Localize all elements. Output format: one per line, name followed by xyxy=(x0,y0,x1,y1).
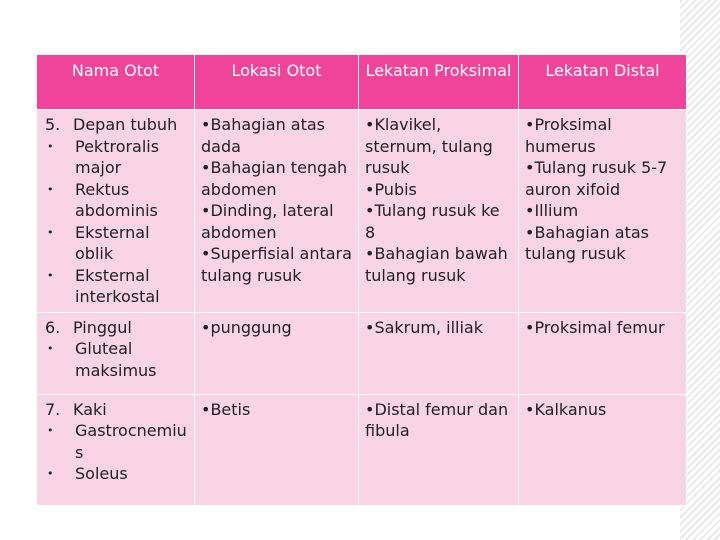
bullet-icon: • xyxy=(47,268,54,282)
cell-proximal: •Klavikel, sternum, tulang rusuk •Pubis •Tulang rusuk ke 8 •Bahagian bawah tulang rusuk xyxy=(359,110,519,313)
list-item: • Gastrocnemius xyxy=(43,420,188,463)
row-number: 6. xyxy=(45,317,61,337)
group-title: Kaki xyxy=(73,399,107,419)
bullet-icon: • xyxy=(47,182,54,196)
row-number: 5. xyxy=(45,115,61,134)
cell-muscle-name xyxy=(37,312,195,394)
group-heading xyxy=(43,114,188,136)
group-heading xyxy=(43,317,188,339)
table-row xyxy=(37,394,687,505)
list-item: • Eksternal interkostal xyxy=(43,265,188,308)
header-lokasi-otot: Lokasi Otot xyxy=(195,55,359,110)
cell-distal: •Proksimal humerus •Tulang rusuk 5-7 auron xifoid •Illium •Bahagian atas tulang rusuk xyxy=(519,110,687,313)
header-lekatan-distal: Lekatan Distal xyxy=(519,55,687,110)
table-row xyxy=(37,110,687,313)
cell-location: •Bahagian atas dada •Bahagian tengah abdomen •Dinding, lateral abdomen •Superfisial antara tulang rusuk xyxy=(195,110,359,313)
list-item: • Rektus abdominis xyxy=(43,179,188,222)
group-title: Depan tubuh xyxy=(73,115,178,134)
cell-muscle-name xyxy=(37,110,195,313)
bullet-icon: • xyxy=(47,342,54,355)
bullet-icon: • xyxy=(47,139,54,153)
bullet-icon: • xyxy=(47,424,54,437)
bullet-icon: • xyxy=(47,467,54,480)
cell-location: •punggung xyxy=(195,312,359,394)
row-number: 7. xyxy=(45,399,61,419)
group-title: Pinggul xyxy=(73,317,132,337)
list-item: • Eksternal oblik xyxy=(43,222,188,265)
cell-distal: •Proksimal femur xyxy=(519,312,687,394)
cell-distal: •Kalkanus xyxy=(519,394,687,505)
header-row xyxy=(37,55,687,110)
cell-muscle-name xyxy=(37,394,195,505)
list-item: • Pektroralis major xyxy=(43,136,188,179)
header-lekatan-proksimal: Lekatan Proksimal xyxy=(359,55,519,110)
group-heading xyxy=(43,399,188,421)
header-nama-otot: Nama Otot xyxy=(37,55,195,110)
table-row xyxy=(37,312,687,394)
cell-proximal: •Distal femur dan fibula xyxy=(359,394,519,505)
bullet-icon: • xyxy=(47,225,54,239)
cell-location: •Betis xyxy=(195,394,359,505)
cell-proximal: •Sakrum, illiak xyxy=(359,312,519,394)
list-item: • Soleus xyxy=(43,463,188,485)
muscle-table xyxy=(36,54,687,506)
list-item: • Gluteal maksimus xyxy=(43,338,188,381)
